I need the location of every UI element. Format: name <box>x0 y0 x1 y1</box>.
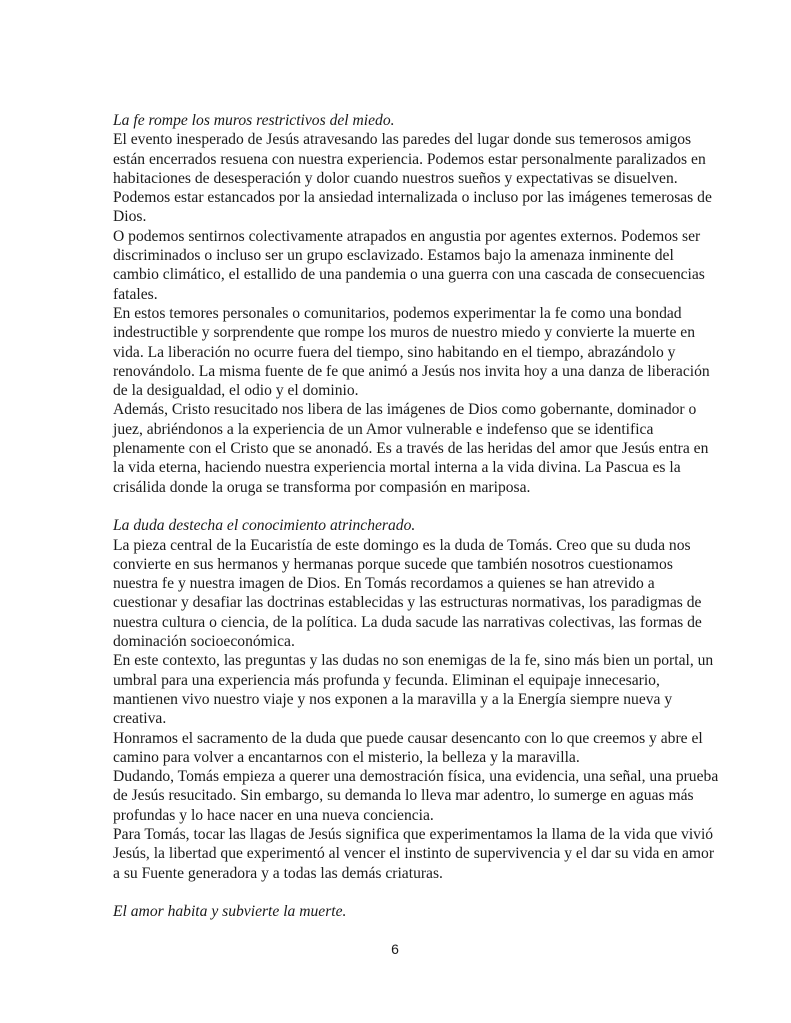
paragraph-line: Podemos estar estancados por la ansiedad internalizada o incluso por las imágenes temerosas de <box>113 189 712 207</box>
paragraph-line: habitaciones de desesperación y dolor cuando nuestros sueños y expectativas se disuelven. <box>113 169 678 187</box>
paragraph-line: nuestra fe y nuestra imagen de Dios. En Tomás recordamos a quienes se han atrevido a <box>113 575 655 593</box>
section-fe <box>113 111 713 497</box>
section-heading: La duda destecha el conocimiento atrincherado. <box>113 517 416 535</box>
paragraph-line: plenamente con el Cristo que se anonadó. Es a través de las heridas del amor que Jesús entra en <box>113 440 709 458</box>
section-heading: La fe rompe los muros restrictivos del miedo. <box>113 112 395 129</box>
paragraph-line: Jesús, la libertad que experimentó al vencer el instinto de supervivencia y el dar su vida en amor <box>113 845 715 863</box>
paragraph-line: Dios. <box>113 208 147 226</box>
paragraph-line: a su Fuente generadora y a todas las demás criaturas. <box>113 864 443 882</box>
paragraph-line: nuestra cultura o ciencia, de la política. La duda sacude las narrativas colectivas, las formas de <box>113 613 702 631</box>
paragraph-line: El evento inesperado de Jesús atravesando las paredes del lugar donde sus temerosos amigos <box>113 131 692 149</box>
page-number: 6 <box>391 941 399 957</box>
paragraph-line: indestructible y sorprendente que rompe los muros de nuestro miedo y convierte la muerte en <box>113 324 695 342</box>
paragraph-line: cuestionar y desafiar las doctrinas establecidas y las estructuras normativas, los paradigmas de <box>113 594 702 612</box>
paragraph-line: vida. La liberación no ocurre fuera del tiempo, sino habitando en el tiempo, abrazándolo y <box>113 343 676 361</box>
blank-line <box>113 497 713 516</box>
paragraph-line: dominación socioeconómica. <box>113 633 295 651</box>
paragraph-line: convierte en sus hermanos y hermanas porque sucede que también nosotros cuestionamos <box>113 555 673 573</box>
paragraph-line: fatales. <box>113 285 158 303</box>
section-duda <box>113 516 719 883</box>
paragraph-line: La pieza central de la Eucaristía de este domingo es la duda de Tomás. Creo que su duda nos <box>113 536 691 554</box>
paragraph-line: O podemos sentirnos colectivamente atrapados en angustia por agentes externos. Podemos ser <box>113 227 701 245</box>
paragraph-line: de la desigualdad, el odio y el dominio. <box>113 382 359 400</box>
paragraph-line: mantienen vivo nuestro viaje y nos exponen a la maravilla y a la Energía siempre nueva y <box>113 690 673 708</box>
paragraph-line: la vida eterna, haciendo nuestra experiencia mortal interna a la vida divina. La Pascua es la <box>113 459 681 477</box>
paragraph-line: camino para volver a encantarnos con el misterio, la belleza y la maravilla. <box>113 748 580 766</box>
paragraph-line: están encerrados resuena con nuestra experiencia. Podemos estar personalmente paralizados en <box>113 150 706 168</box>
page-body <box>113 111 719 921</box>
paragraph-line: renovándolo. La misma fuente de fe que animó a Jesús nos invita hoy a una danza de liberación <box>113 362 710 380</box>
paragraph-line: En este contexto, las preguntas y las dudas no son enemigas de la fe, sino más bien un portal, un <box>113 652 714 670</box>
paragraph-line: profundas y lo hace nacer en una nueva conciencia. <box>113 806 434 824</box>
paragraph-line: Además, Cristo resucitado nos libera de las imágenes de Dios como gobernante, dominador o <box>113 401 697 419</box>
paragraph-line: En estos temores personales o comunitarios, podemos experimentar la fe como una bondad <box>113 304 682 322</box>
paragraph-line: Honramos el sacramento de la duda que puede causar desencanto con lo que creemos y abre el <box>113 729 703 747</box>
paragraph-line: crisálida donde la oruga se transforma por compasión en mariposa. <box>113 478 531 496</box>
blank-line <box>113 883 713 902</box>
paragraph-line: juez, abriéndonos a la experiencia de un Amor vulnerable e indefenso que se identifica <box>113 420 654 438</box>
section-heading: El amor habita y subvierte la muerte. <box>113 903 347 921</box>
paragraph-line: discriminados o incluso ser un grupo esclavizado. Estamos bajo la amenaza inminente del <box>113 247 674 265</box>
paragraph-line: de Jesús resucitado. Sin embargo, su demanda lo lleva mar adentro, lo sumerge en aguas más <box>113 787 694 805</box>
paragraph-line: Dudando, Tomás empieza a querer una demostración física, una evidencia, una señal, una prueba <box>113 768 719 786</box>
paragraph-line: cambio climático, el estallido de una pandemia o una guerra con una cascada de consecuencias <box>113 266 705 284</box>
section-amor <box>113 902 713 921</box>
paragraph-line: umbral para una experiencia más profunda y fecunda. Eliminan el equipaje innecesario, <box>113 671 660 689</box>
paragraph-line: Para Tomás, tocar las llagas de Jesús significa que experimentamos la llama de la vida que vivió <box>113 825 714 843</box>
paragraph-line: creativa. <box>113 710 167 728</box>
